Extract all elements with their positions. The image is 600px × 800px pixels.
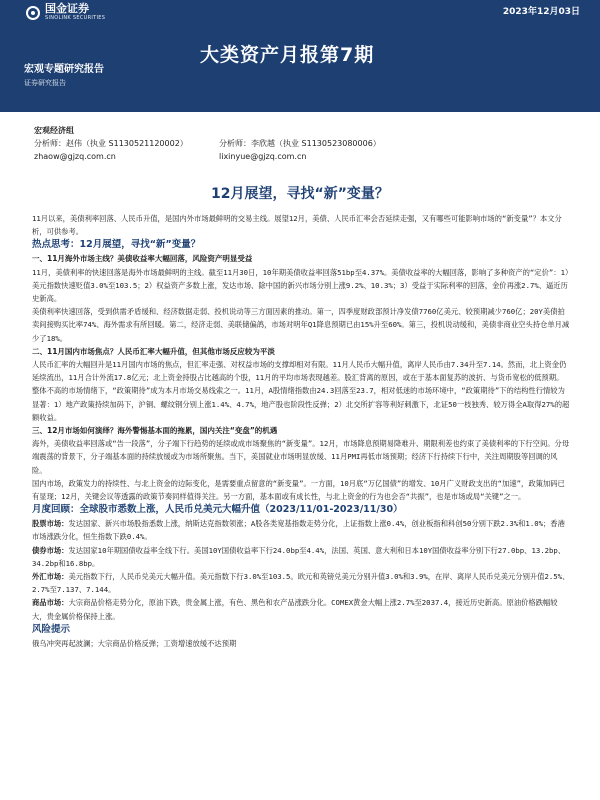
main-heading: 12月展望，寻找“新”变量？ bbox=[211, 186, 389, 202]
bond-market-text: 发达国家10年期国债收益率全线下行。美国10Y国债收益率下行24.0bp至4.4%，法国、英国、意大利和日本10Y国债收益率分别下行27.0bp、13.2bp、34.2bp和16.8bp。 bbox=[32, 545, 566, 568]
section-1-para-1: 11月，美债利率的快速回落是海外市场最鲜明的主线。截至11月30日，10年期美债收益率回落51bp至4.37%。美债收益率的大幅回落，影响了多种资产的“定价”：1）美元指数快速贬值3.0%至103.5；2）权益资产多数上涨，发达市场、除中国的新兴市场分别上涨9.2%、10.3%；3）受益于实际利率的回落，金价再涨2.7%、逼近历史新高。 bbox=[32, 267, 569, 304]
intro-paragraph: 11月以来，美债利率回落、人民币升值，是国内外市场最鲜明的交易主线。展望12月，美债、人民币汇率会否延续走强，又有哪些可能影响市场的“新变量”？本文分析，可供参考。 bbox=[32, 214, 562, 237]
bond-market-label: 债券市场： bbox=[32, 545, 69, 555]
risk-text: 俄乌冲突再起波澜；大宗商品价格反弹；工资增速放缓不达预期 bbox=[32, 638, 237, 648]
commodity-market-text: 大宗商品价格走势分化，原油下跌，贵金属上涨，有色、黑色和农产品涨跌分化。COMEX黄金大幅上涨2.7%至2037.4，接近历史新高。原油价格跌幅较大，贵金属价格保持上涨。 bbox=[32, 598, 558, 621]
report-title: 大类资产月报第7期 bbox=[200, 44, 375, 66]
section-1-title: 一、11月海外市场主线？美债收益率大幅回落，风险资产明显受益 bbox=[32, 254, 253, 264]
stock-market-label: 股票市场： bbox=[32, 519, 69, 529]
section-2-para-1: 人民币汇率的大幅回升是11月国内市场的焦点，但汇率走强、对权益市场的支撑却相对有限。11月人民币大幅升值，离岸人民币由7.34升至7.14。然而，北上资金仍延续流出，11月合计外流17.8亿元；北上资金持股占比越高的个股，11月的平均市场表现越差。股汇背离的原因，或在于基本面复苏的波折、与货币宽松的低预期。 bbox=[32, 360, 567, 383]
section-1-para-2: 美债利率快速回落，受到供需矛盾缓和、经济数据走弱、投机说动等三方面因素的推动。第一，四季度财政部预计净发债7760亿美元、较预期减少760亿；20Y美债拍卖间接购买比率74%、海外需求有所回暖。第二，经济走弱、美联储偏鸽，市场对明年Q1降息预期已由15%升至60%。第三，投机说动缓和，美债非商业空头持仓单月减少了18%。 bbox=[32, 307, 570, 343]
analyst-1-name: 分析师：赵伟（执业 S1130521120002） bbox=[34, 139, 188, 148]
analyst-group: 宏观经济组 bbox=[34, 126, 74, 135]
stock-market-text: 发达国家、新兴市场股指悉数上涨，纳斯达克指数领涨；A股各类宽基指数走势分化，上证指数上涨0.4%，创业板指和科创50分别下跌2.3%和1.0%；香港市场涨跌分化，恒生指数下跌0.4%。 bbox=[32, 519, 565, 542]
fx-market-text: 美元指数下行，人民币兑美元大幅升值。美元指数下行3.0%至103.5。欧元和英镑兑美元分别升值3.0%和3.9%，在岸、离岸人民币兑美元分别升值2.5%、2.7%至7.137、7.144。 bbox=[32, 572, 570, 595]
report-type: 宏观专题研究报告 bbox=[24, 64, 104, 75]
analyst-2-name: 分析师：李欣越（执业 S1130523080006） bbox=[219, 139, 381, 148]
analyst-block bbox=[34, 124, 574, 161]
logo-text bbox=[45, 3, 105, 22]
stock-market-para bbox=[32, 517, 572, 543]
report-header bbox=[0, 0, 600, 112]
section-3-para-1: 海外，美债收益率回落或“告一段落”，分子端下行趋势的延续或成市场聚焦的“新变量”。12月，市场降息预期易降难升、期限利差也约束了美债利率的下行空间。分母端震荡的背景下，分子端基本面的持续放缓或为市场所聚焦。当下，美国就业市场明显放缓、11月PMI再低市场预期；经济下行持续下行中，关注周期股等回调的风险。 bbox=[32, 439, 570, 475]
analyst-2 bbox=[219, 137, 381, 163]
commodity-market-para bbox=[32, 596, 572, 622]
fx-market-para bbox=[32, 570, 572, 596]
section-2-para-2: 整体不高的市场情绪下，“政策期待”成为本月市场交易线索之一。11月，A股情绪指数由24.3回落至23.7，相对低迷的市场环境中，“政策期待”下的结构性行情较为显著：1）地产政策持续加码下，沪铜、螺纹钢分别上涨1.4%、4.7%，地产股也阶段性反弹；2）北交所扩容等利好刺激下，北证50一枝独秀、较万得全A取得27%的超额收益。 bbox=[32, 386, 570, 422]
section-2-title: 二、11月国内市场焦点？人民币汇率大幅升值，但其他市场反应较为平淡 bbox=[32, 346, 275, 356]
hot-topic-title: 热点思考：12月展望，寻找“新”变量？ bbox=[32, 239, 201, 251]
report-date: 2023年12月03日 bbox=[502, 7, 580, 17]
analyst-2-email[interactable]: lixinyue@gjzq.com.cn bbox=[219, 152, 307, 161]
report-body bbox=[32, 212, 572, 650]
analyst-1-email[interactable]: zhaow@gjzq.com.cn bbox=[34, 152, 116, 161]
section-3-para-2: 国内市场，政策发力的持续性、与北上资金的边际变化，是需要重点留意的“新变量”。一方面，10月底“万亿国债”的增发、10月广义财政支出的“加速”，政策加码已有显现；12月，关键会议等透露的政策节奏同样值得关注。另一方面，基本面或有成长性，与北上资金的行为也会否“共振”，也是市场或局“关键”之一。 bbox=[32, 478, 565, 502]
commodity-market-label: 商品市场： bbox=[32, 598, 69, 608]
logo-icon bbox=[26, 6, 40, 20]
risk-title: 风险提示 bbox=[32, 623, 71, 635]
fx-market-label: 外汇市场： bbox=[32, 572, 69, 582]
brand-logo bbox=[26, 3, 105, 22]
logo-cn: 国金证券 bbox=[45, 2, 89, 15]
section-3-title: 三、12月市场如何演绎？海外警惕基本面的拖累，国内关注“变盘”的机遇 bbox=[32, 426, 278, 436]
report-subtype: 证券研究报告 bbox=[24, 79, 66, 87]
logo-en: SINOLINK SECURITIES bbox=[45, 15, 106, 21]
monthly-review-title: 月度回顾：全球股市悉数上涨，人民币兑美元大幅升值（2023/11/01-2023/11/30） bbox=[32, 504, 403, 516]
bond-market-para bbox=[32, 544, 572, 570]
analyst-1 bbox=[34, 137, 188, 163]
